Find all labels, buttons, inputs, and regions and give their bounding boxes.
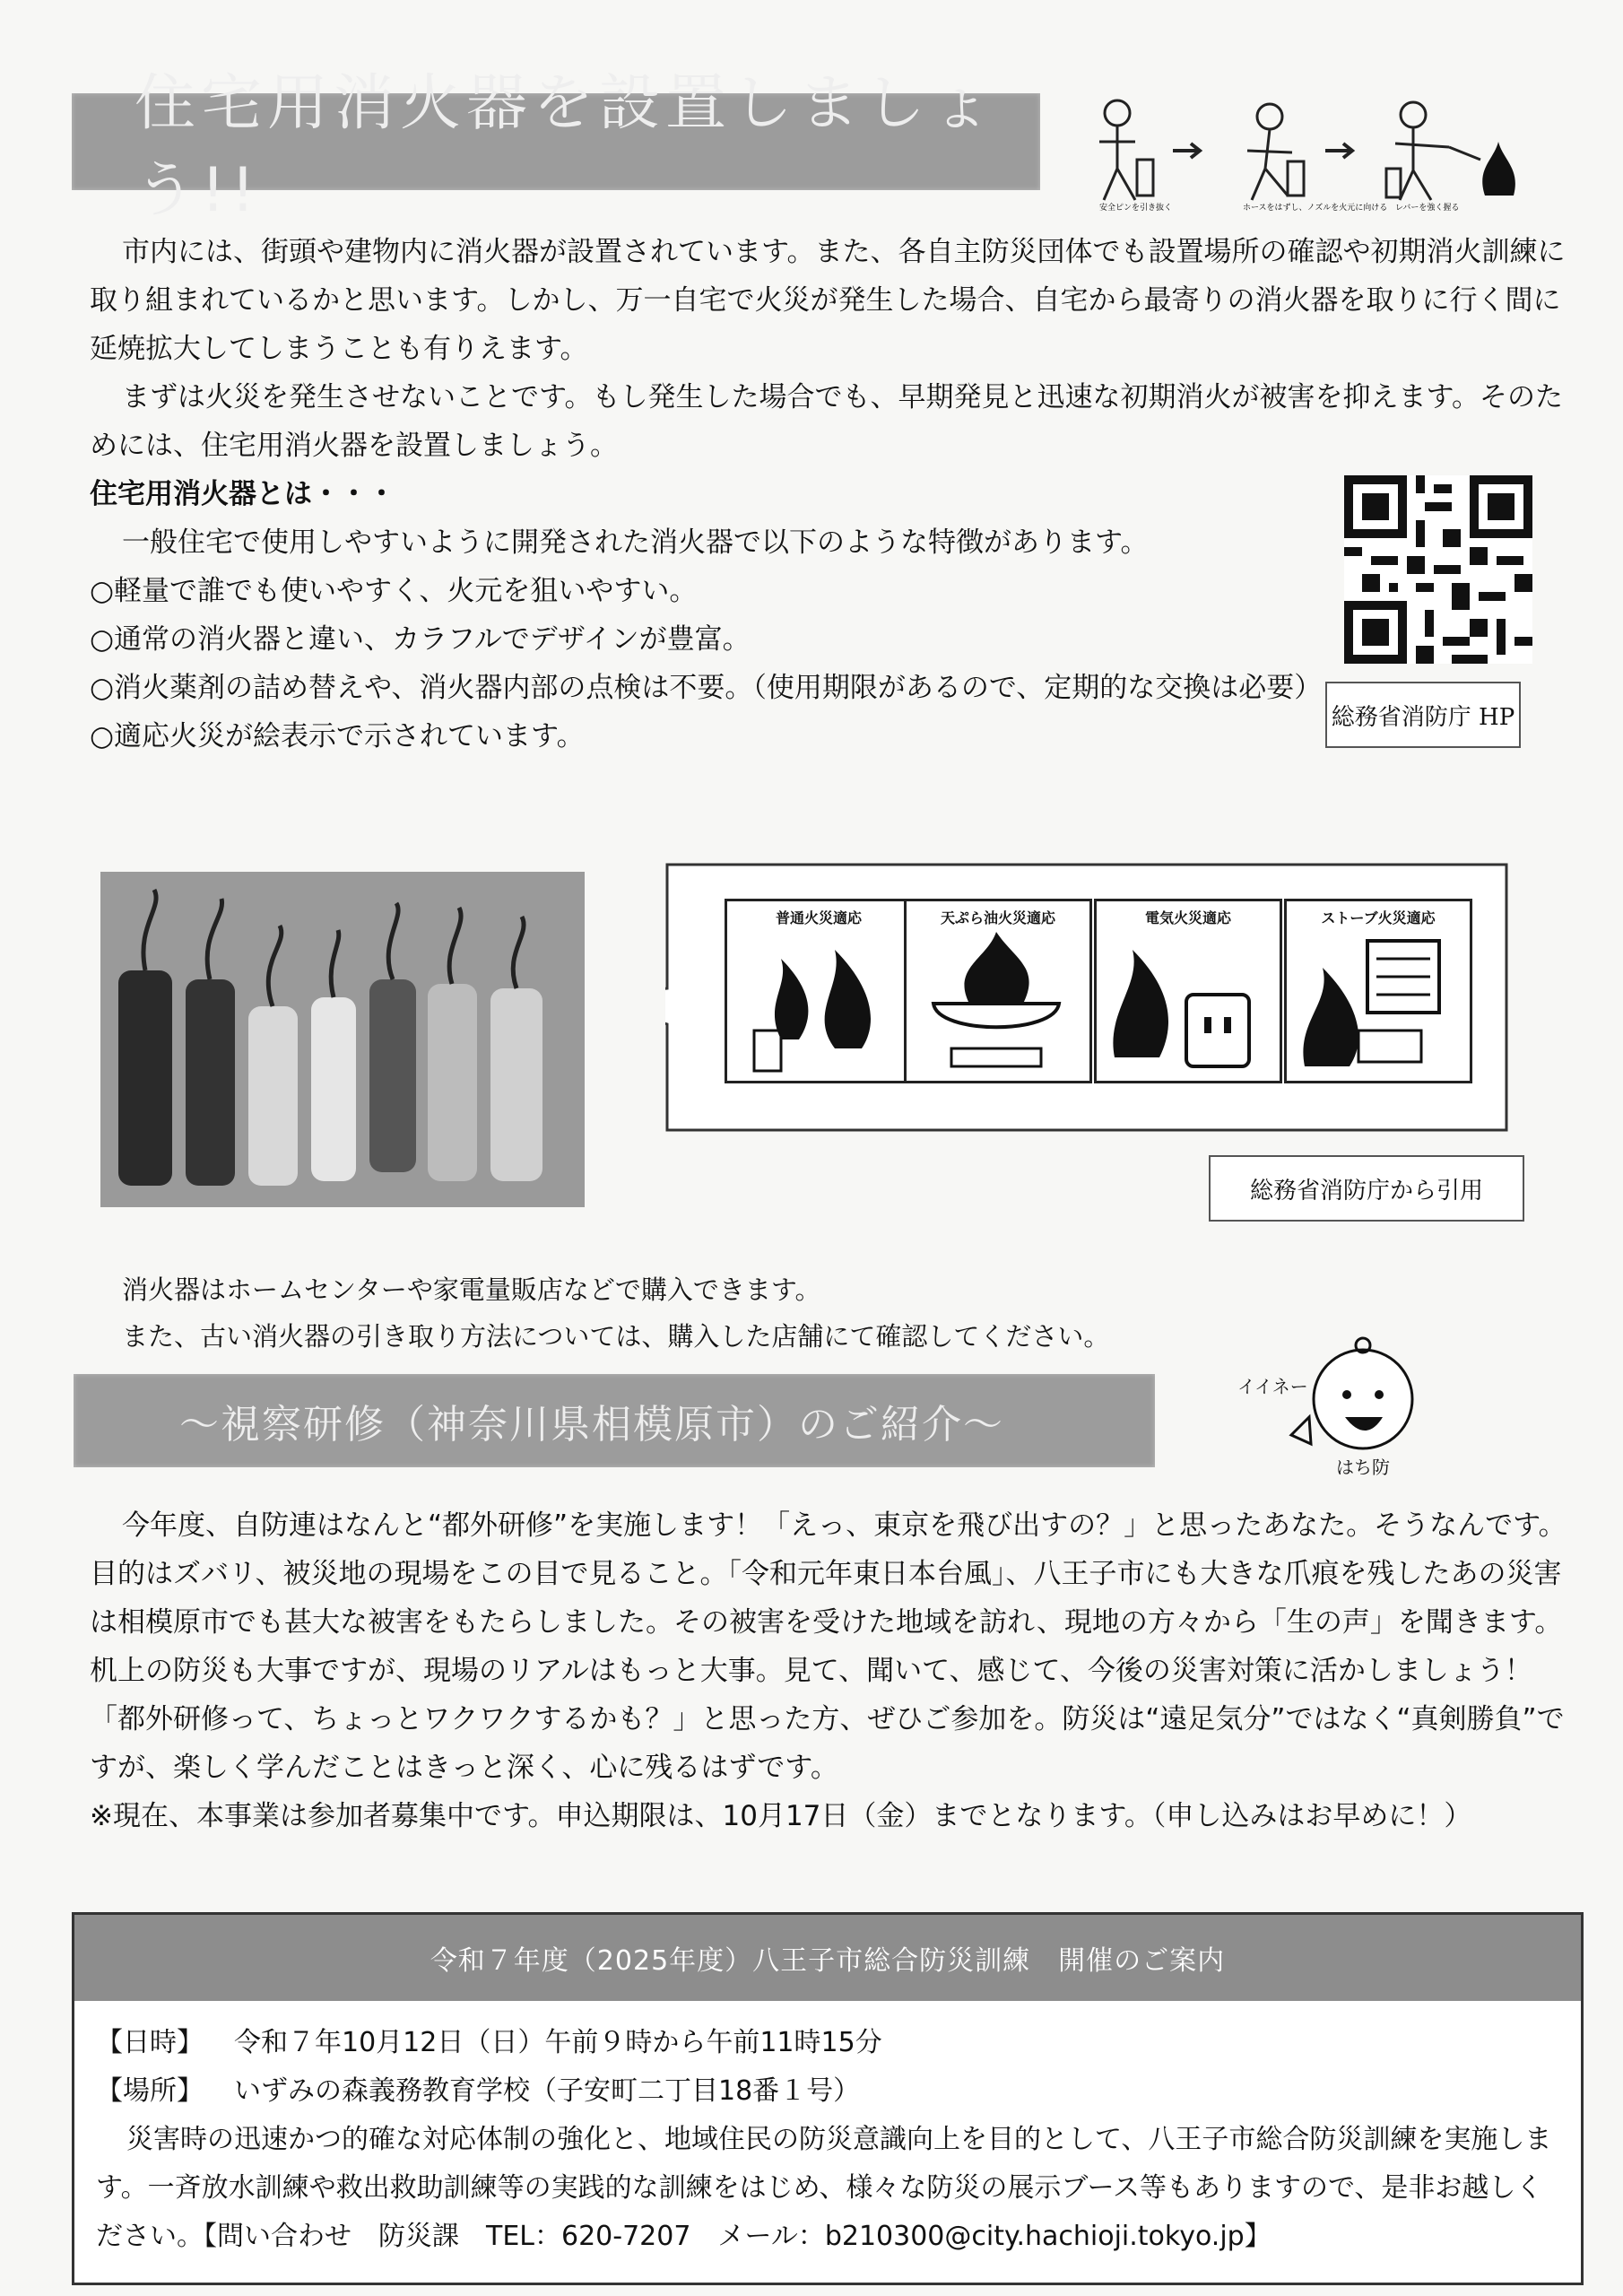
purchase-info — [122, 1266, 1288, 1360]
section1-intro: 一般住宅で使用しやすいように開発された消火器で以下のような特徴があります。 — [122, 526, 1149, 559]
section1-subhead: 住宅用消火器とは・・・ — [90, 478, 395, 510]
qr-label: 総務省消防庁 HP — [1325, 682, 1521, 748]
section2-paragraph1: 今年度、自防連はなんと“都外研修”を実施します！「えっ、東京を飛び出すの？」と思ったあなた。そうなんです。目的はズバリ、被災地の現場をこの目で見ること。「令和元年東日本台風」、八王子市にも大きな爪痕を残したあの災害は相模原市でも甚大な被害をもたらしました。その被害を受けた地域を訪れ、現地の方々から「生の声」を聞きます。机上の防災も大事ですが、現場のリアルはもっと大事。見て、聞いて、感じて、今後の災害対策に活かしましょう！ — [90, 1509, 1567, 1687]
step2-caption: ホースをはずし、ノズルを火元に向ける — [1243, 204, 1388, 213]
fire-type-label: 天ぷら油火災適応 — [940, 909, 1055, 926]
mascot-speech: イイネー — [1237, 1376, 1308, 1397]
feature-item: ○軽量で誰でも使いやすく、火元を狙いやすい。 — [90, 575, 698, 607]
drill-description: 災害時の迅速かつ的確な対応体制の強化と、地域住民の防災意識向上を目的として、八王子市総合防災訓練を実施します。一斉放水訓練や救出救助訓練等の実践的な訓練をはじめ、様々な防災の展示ブース等もありますので、是非お越しください。【問い合わせ 防災課 TEL：620-7207 メール：b210300@city.hachioji.tokyo.jp】 — [96, 2124, 1552, 2252]
section1-title-banner — [72, 68, 1040, 226]
drill-place-label: 【場所】 — [96, 2075, 204, 2107]
purchase-line: また、古い消火器の引き取り方法については、購入した店舗にて確認してください。 — [122, 1321, 1110, 1352]
section2-paragraph2: 「都外研修って、ちょっとワクワクするかも？」と思った方、ぜひご参加を。防災は“遠足気分”ではなく“真剣勝負”ですが、楽しく学んだことはきっと深く、心に残るはずです。 — [90, 1703, 1565, 1784]
drill-place-row — [96, 2067, 1558, 2116]
drill-date-value: 令和７年10月12日（日）午前９時から午前11時15分 — [234, 2027, 882, 2058]
fire-type-electric — [1094, 899, 1282, 1083]
mascot-illustration — [1237, 1336, 1444, 1480]
feature-item: ○通常の消火器と違い、カラフルでデザインが豊富。 — [90, 623, 751, 656]
drill-info-box — [72, 1912, 1584, 2285]
step1-caption: 安全ピンを引き抜く — [1099, 204, 1173, 213]
drill-info-body — [96, 2019, 1558, 2261]
drill-date-row — [96, 2019, 1558, 2067]
stove-fire-icon — [1287, 932, 1466, 1075]
fire-type-tempura — [904, 899, 1092, 1083]
fire-type-stove — [1284, 899, 1472, 1083]
section1-paragraph2: まずは火災を発生させないことです。もし発生した場合でも、早期発見と迅速な初期消火が被害を抑えます。そのためには、住宅用消火器を設置しましょう。 — [90, 381, 1564, 462]
drill-place-value: いずみの森義務教育学校（子安町二丁目18番１号） — [234, 2075, 861, 2107]
section2-notice: ※現在、本事業は参加者募集中です。申込期限は、10月17日（金）までとなります。（申し込みはお早めに！） — [90, 1800, 1472, 1832]
extinguishers-photo — [100, 872, 585, 1207]
normal-fire-icon — [727, 932, 907, 1075]
extinguisher-steps-illustration — [1072, 88, 1530, 213]
mascot-name: はち防 — [1336, 1457, 1390, 1478]
fire-type-label: 普通火災適応 — [775, 909, 862, 926]
feature-item: ○消火薬剤の詰め替えや、消火器内部の点検は不要。（使用期限があるので、定期的な交換は必要） — [90, 672, 1323, 704]
purchase-line: 消火器はホームセンターや家電量販店などで購入できます。 — [122, 1274, 821, 1305]
step3-caption: レバーを強く握る — [1395, 204, 1460, 213]
section1-title: 住宅用消火器を設置しましょう!! — [135, 68, 998, 226]
fire-type-label: 電気火災適応 — [1144, 909, 1231, 926]
fire-type-label: ストーブ火災適応 — [1321, 909, 1436, 926]
section2-body — [90, 1501, 1578, 1840]
drill-info-title: 令和７年度（2025年度）八王子市総合防災訓練 開催のご案内 — [74, 1915, 1581, 2001]
section2-title: ～視察研修（神奈川県相模原市）のご紹介～ — [179, 1402, 1004, 1448]
tempura-fire-icon — [907, 932, 1086, 1075]
drill-date-label: 【日時】 — [96, 2027, 204, 2058]
electric-fire-icon — [1097, 932, 1276, 1075]
feature-item: ○適応火災が絵表示で示されています。 — [90, 720, 585, 752]
section2-title-banner — [74, 1374, 1155, 1467]
qr-code[interactable] — [1341, 475, 1535, 664]
fire-type-normal — [725, 899, 913, 1083]
citation-label: 総務省消防庁から引用 — [1209, 1155, 1524, 1222]
section1-paragraph1: 市内には、街頭や建物内に消火器が設置されています。また、各自主防災団体でも設置場所の確認や初期消火訓練に取り組まれているかと思います。しかし、万一自宅で火災が発生した場合、自宅から最寄りの消火器を取りに行く間に延焼拡大してしまうことも有りえます。 — [90, 236, 1566, 365]
